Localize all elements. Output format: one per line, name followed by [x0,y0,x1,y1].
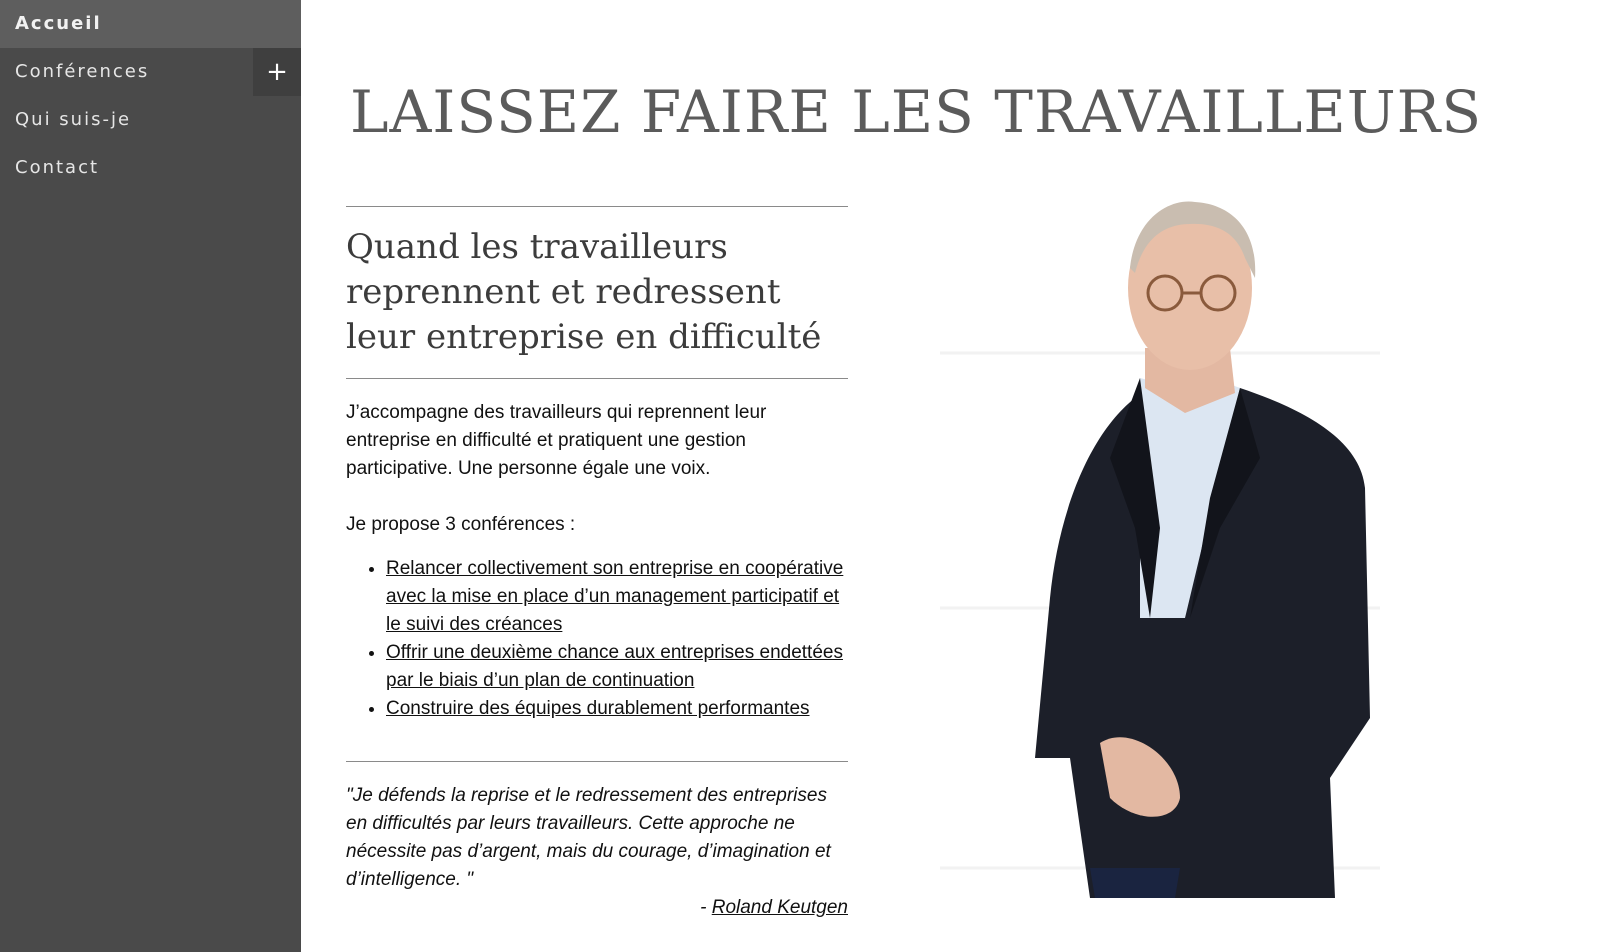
portrait-photo [940,198,1380,916]
nav-item-contact[interactable] [0,144,301,192]
conference-link-3[interactable]: Construire des équipes durablement performantes [386,698,810,719]
expand-plus-icon[interactable]: + [253,48,301,96]
quote-author [346,894,848,922]
quote-text: "Je défends la reprise et le redressement des entreprises en difficultés par leurs travailleurs. Cette approche ne nécessite pas d’argent, mais du courage, d’imagination et d’intelligence. " [346,785,831,890]
nav-item-accueil[interactable] [0,0,301,48]
author-prefix: - [700,897,712,918]
list-item [386,555,848,639]
divider [346,378,848,379]
conference-link-1[interactable]: Relancer collectivement son entreprise en coopérative avec la mise en place d’un management participatif et le suivi des créances [386,558,844,635]
nav-item-conferences[interactable] [0,48,301,96]
content-column [346,206,848,922]
conference-list [346,555,848,723]
page-subtitle: Quand les travailleurs reprennent et redressent leur entreprise en difficulté [346,227,822,357]
divider [346,761,848,762]
nav-item-label: Accueil [15,13,102,34]
conference-link-2[interactable]: Offrir une deuxième chance aux entreprises endettées par le biais d’un plan de continuation [386,642,843,691]
list-item [386,639,848,695]
intro-paragraph: J’accompagne des travailleurs qui reprennent leur entreprise en difficulté et pratiquent une gestion participative. Une personne égale une voix. [346,402,767,479]
sidebar-nav [0,0,301,952]
divider [346,206,848,207]
author-link[interactable]: Roland Keutgen [711,897,848,918]
nav-item-label: Qui suis-je [15,109,132,130]
nav-item-label: Contact [15,157,100,178]
nav-item-label: Conférences [15,61,150,82]
page-title: LAISSEZ FAIRE LES TRAVAILLEURS [350,78,1483,146]
list-item [386,695,848,723]
conferences-intro: Je propose 3 conférences : [346,514,576,535]
nav-item-qui-suis-je[interactable] [0,96,301,144]
